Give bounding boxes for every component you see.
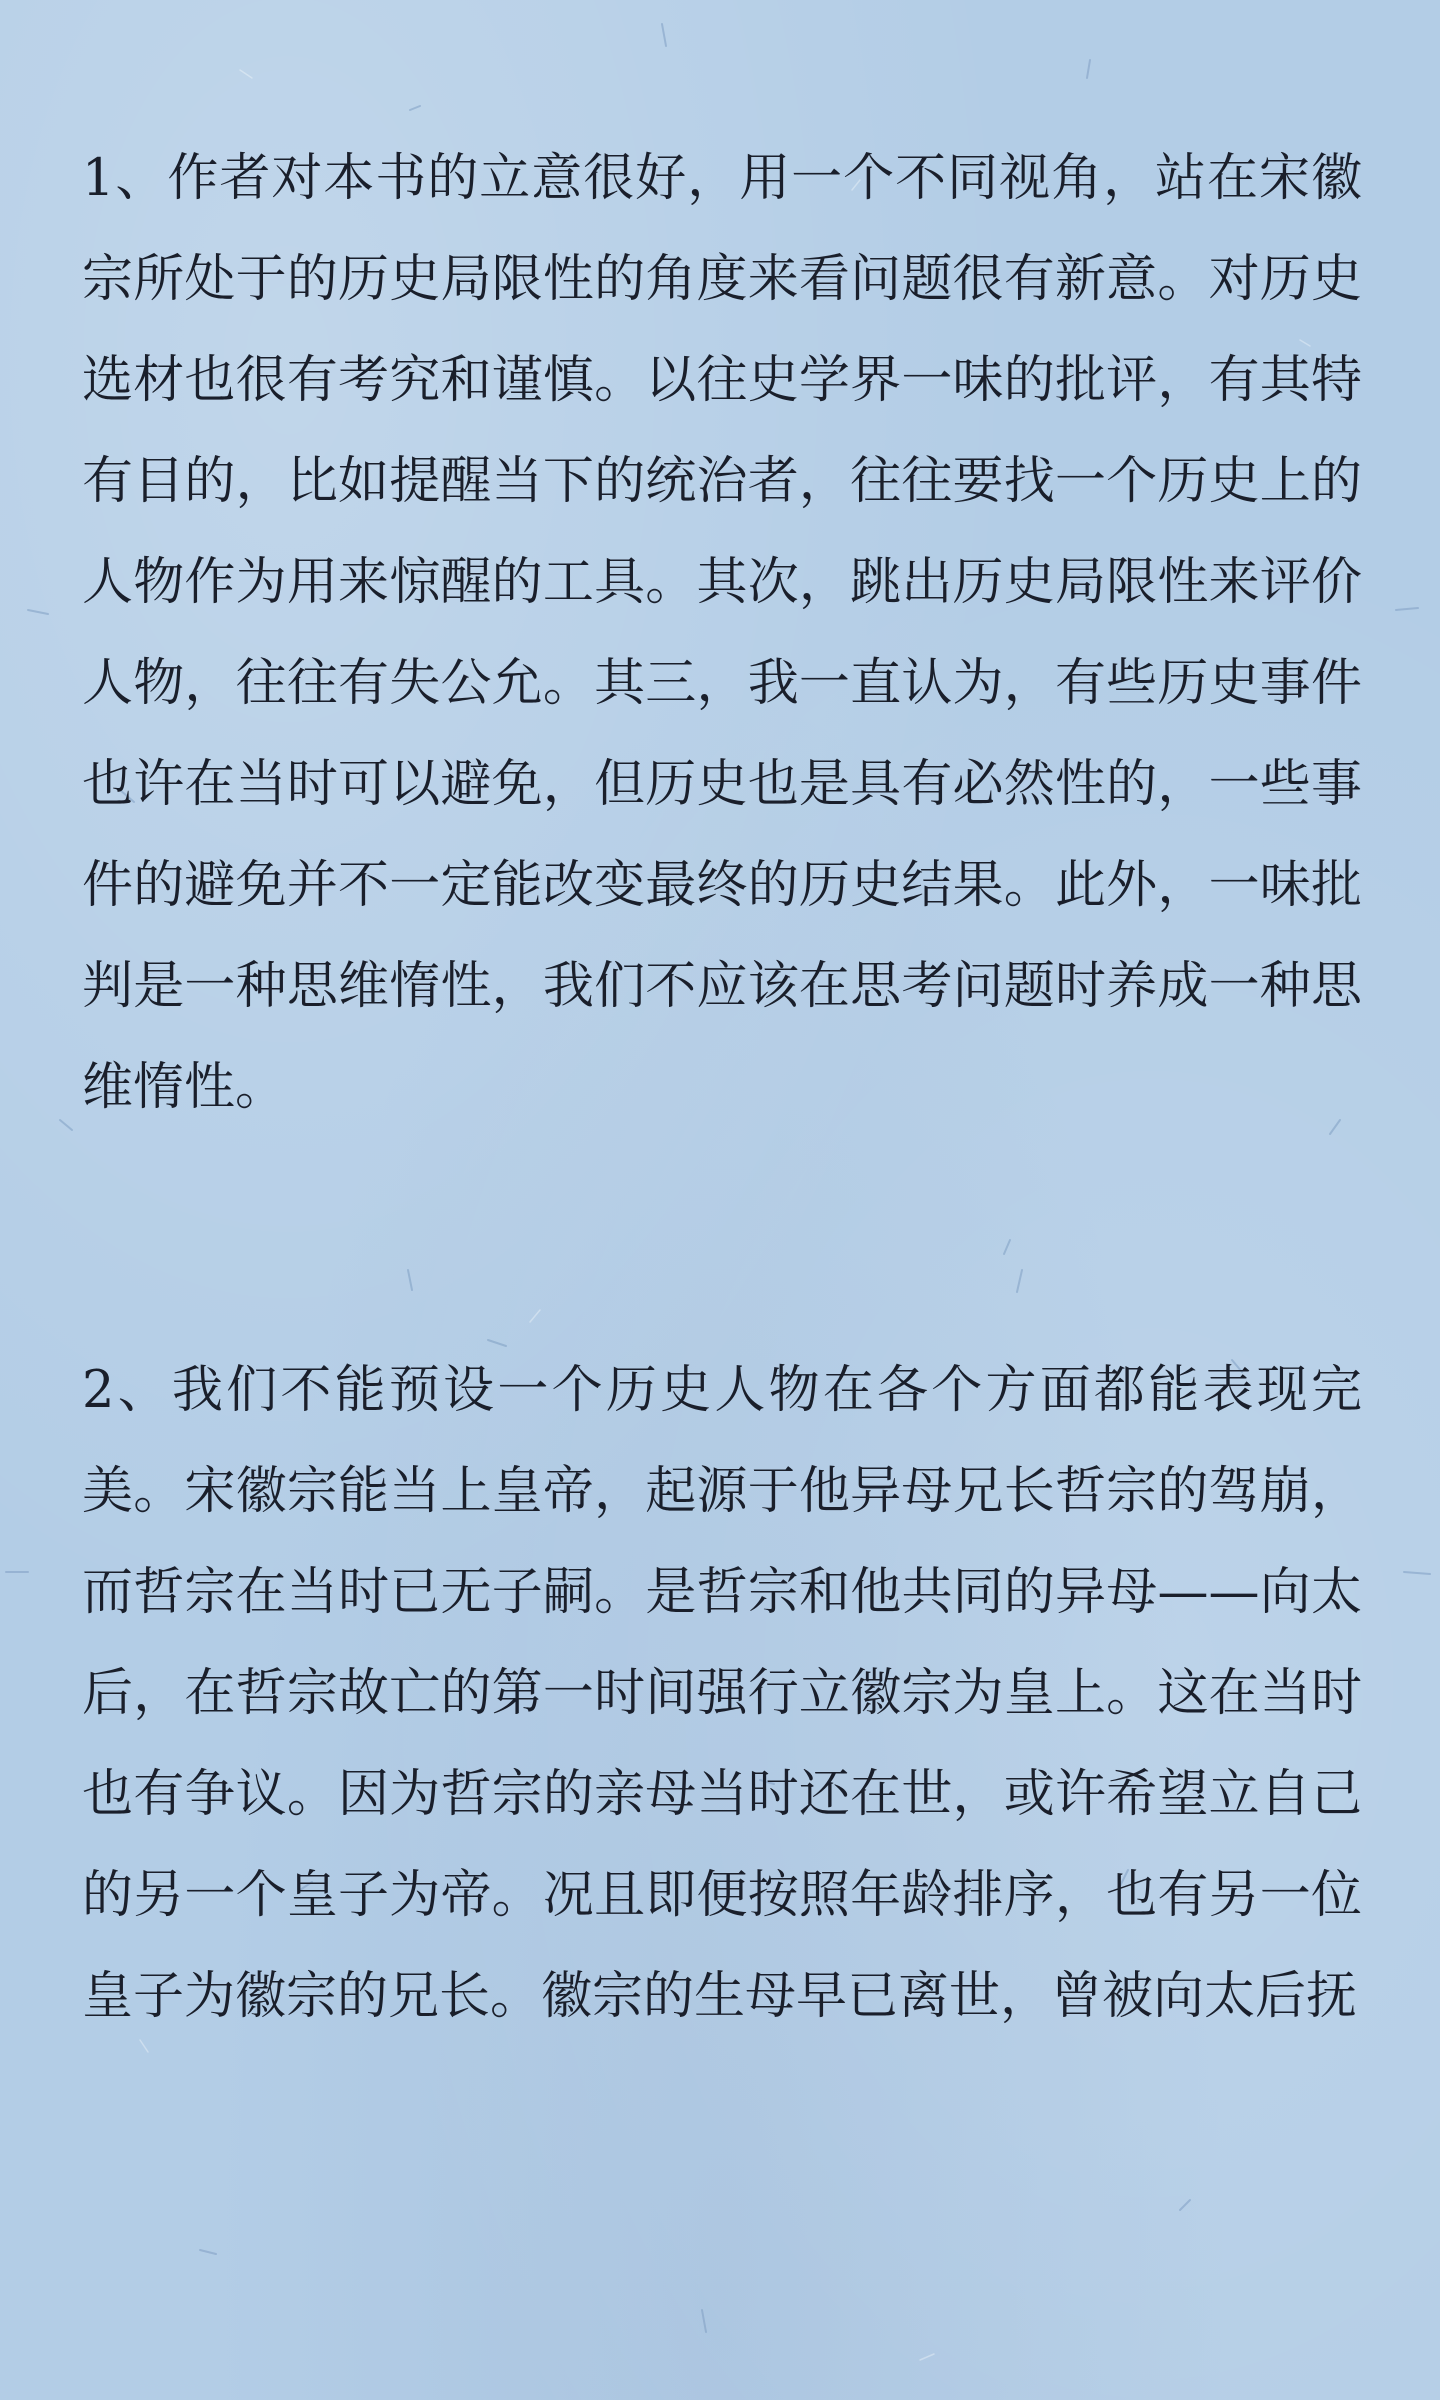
paragraph-1: 1、作者对本书的立意很好，用一个不同视角，站在宋徽宗所处于的历史局限性的角度来看问题很有新意。对历史选材也很有考究和谨慎。以往史学界一味的批评，有其特有目的，比如提醒当下的统治者，往往要找一个历史上的人物作为用来惊醒的工具。其次，跳出历史局限性来评价人物，往往有失公允。其三，我一直认为，有些历史事件也许在当时可以避免，但历史也是具有必然性的，一些事件的避免并不一定能改变最终的历史结果。此外，一味批判是一种思维惰性，我们不应该在思考问题时养成一种思维惰性。 — [82, 149, 1362, 1117]
article-body — [82, 128, 1362, 2047]
paragraph-spacer — [82, 1138, 1362, 1340]
paragraph-2: 2、我们不能预设一个历史人物在各个方面都能表现完美。宋徽宗能当上皇帝，起源于他异母兄长哲宗的驾崩，而哲宗在当时已无子嗣。是哲宗和他共同的异母——向太后，在哲宗故亡的第一时间强行立徽宗为皇上。这在当时也有争议。因为哲宗的亲母当时还在世，或许希望立自己的另一个皇子为帝。况且即便按照年龄排序，也有另一位皇子为徽宗的兄长。徽宗的生母早已离世，曾被向太后抚 — [82, 1361, 1362, 2026]
